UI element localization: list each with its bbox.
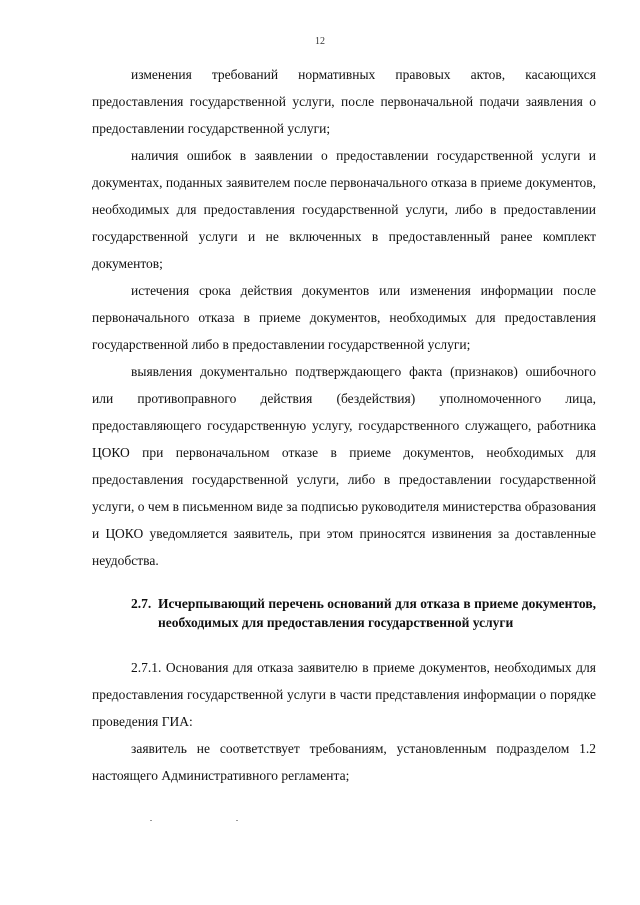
document-body (92, 61, 596, 789)
paragraph-erroneous-action: выявления документально подтверждающего факта (признаков) ошибочного или противоправного действия (бездействия) уполномоченного лица, предоставляющего государственную услугу, государственного служащего, работника ЦОКО при первоначальном отказе в приеме документов, необходимых для предоставления государственной услуги, либо в предоставлении государственной услуги, о чем в письменном виде за подписью руководителя министерства образования и ЦОКО уведомляется заявитель, при этом приносятся извинения за доставленные неудобства. (92, 364, 596, 568)
paragraph-errors-in-application: наличия ошибок в заявлении о предоставлении государственной услуги и документах, поданных заявителем после первоначального отказа в приеме документов, необходимых для предоставления государственной услуги, либо в предоставлении государственной услуги и не включенных в предоставленный ранее комплект документов; (92, 148, 596, 271)
page-number: 12 (315, 36, 325, 47)
paragraph-grounds-for-refusal: 2.7.1. Основания для отказа заявителю в приеме документов, необходимых для предоставления государственной услуги в части представления информации о порядке проведения ГИА: (92, 660, 596, 729)
section-number: 2.7. (131, 596, 152, 611)
section-title: Исчерпывающий перечень оснований для отказа в приеме документов, необходимых для предоставления государственной услуги (158, 596, 596, 630)
paragraph-applicant-not-compliant: заявитель не соответствует требованиям, установленным подразделом 1.2 настоящего Административного регламента; (92, 741, 596, 783)
scan-speck (236, 820, 238, 821)
scan-speck (150, 820, 152, 821)
paragraph-requirements-change: изменения требований нормативных правовых актов, касающихся предоставления государственной услуги, после первоначальной подачи заявления о предоставлении государственной услуги; (92, 67, 596, 136)
section-heading (92, 594, 596, 632)
paragraph-document-expiry: истечения срока действия документов или изменения информации после первоначального отказа в приеме документов, необходимых для предоставления государственной либо в предоставлении государственной услуги; (92, 283, 596, 352)
